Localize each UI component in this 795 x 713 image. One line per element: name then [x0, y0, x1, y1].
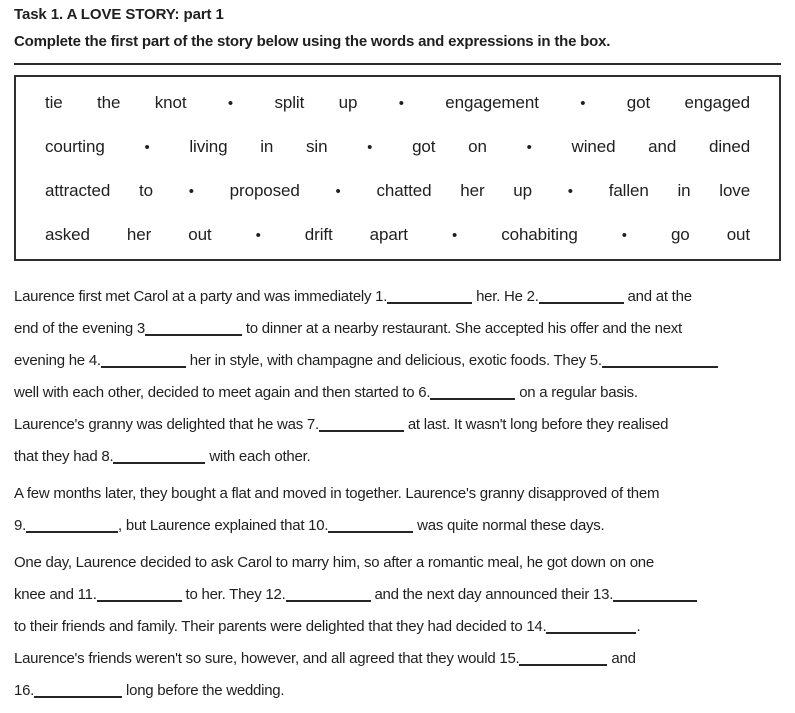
story-line — [14, 313, 781, 345]
bullet-separator-icon: • — [255, 227, 261, 244]
answer-blank — [546, 631, 636, 634]
answer-blank — [613, 599, 697, 602]
story-text-segment: was quite normal these days. — [413, 517, 605, 534]
word-box-item: engagement — [445, 93, 539, 112]
bullet-separator-icon: • — [398, 95, 404, 112]
story-line — [14, 281, 781, 313]
answer-blank — [34, 695, 122, 698]
story-text — [14, 281, 781, 707]
word-box-item: cohabiting — [501, 225, 578, 244]
bullet-separator-icon: • — [567, 183, 573, 200]
word-box-line — [45, 125, 750, 169]
bullet-separator-icon: • — [621, 227, 627, 244]
answer-blank — [519, 663, 607, 666]
bullet-separator-icon: • — [526, 139, 532, 156]
story-line — [14, 547, 781, 579]
story-line — [14, 441, 781, 473]
story-text-segment: Laurence's granny was delighted that he was 7. — [14, 416, 319, 433]
story-text-segment: on a regular basis. — [515, 384, 638, 401]
word-box-item: attracted to — [45, 181, 153, 200]
answer-blank — [113, 461, 205, 464]
word-box-item: wined and dined — [571, 137, 751, 156]
story-text-segment: knee and 11. — [14, 586, 97, 603]
story-text-segment: at last. It wasn't long before they realised — [403, 416, 669, 433]
bullet-separator-icon: • — [367, 139, 373, 156]
story-text-segment: 9. — [14, 517, 27, 534]
story-line — [14, 579, 781, 611]
task-title: Task 1. A LOVE STORY: part 1 — [14, 6, 224, 23]
answer-blank — [539, 301, 624, 304]
story-text-segment: One day, Laurence decided to ask Carol to marry him, so after a romantic meal, he got down on one — [14, 554, 654, 571]
bullet-separator-icon: • — [451, 227, 458, 244]
answer-blank — [286, 599, 371, 602]
story-text-segment: long before the wedding. — [122, 682, 285, 699]
story-text-segment: evening he 4. — [14, 352, 101, 369]
word-box-line — [45, 81, 750, 125]
bullet-separator-icon: • — [335, 183, 341, 200]
word-box-item: proposed — [229, 181, 300, 200]
bullet-separator-icon: • — [144, 139, 150, 156]
word-box-item: go out — [670, 225, 751, 244]
story-text-segment: her in style, with champagne and delicious, exotic foods. They 5. — [185, 352, 602, 369]
story-line — [14, 611, 781, 643]
story-paragraph — [14, 281, 781, 473]
story-text-segment: well with each other, decided to meet again and then started to 6. — [14, 384, 431, 401]
story-line — [14, 409, 781, 441]
story-paragraph — [14, 547, 781, 707]
word-box-item: split up — [274, 93, 358, 112]
story-text-segment: to their friends and family. Their parents were delighted that they had decided to 14. — [14, 618, 547, 635]
story-text-segment: A few months later, they bought a flat and moved in together. Laurence's granny disapproved of them — [14, 485, 660, 502]
answer-blank — [387, 301, 472, 304]
story-text-segment: to dinner at a nearby restaurant. She accepted his offer and the next — [241, 320, 682, 337]
word-box-item: fallen in love — [608, 181, 751, 200]
story-line — [14, 675, 781, 707]
story-text-segment: her. He 2. — [472, 288, 539, 305]
word-box-item: courting — [45, 137, 105, 156]
story-text-segment: to her. They 12. — [181, 586, 286, 603]
story-text-segment: Laurence first met Carol at a party and was immediately 1. — [14, 288, 388, 305]
story-line — [14, 643, 781, 675]
word-box-item: living in sin — [189, 137, 328, 156]
story-text-segment: and at the — [623, 288, 692, 305]
story-paragraph — [14, 478, 781, 542]
story-line — [14, 345, 781, 377]
story-text-segment: , but Laurence explained that 10. — [118, 517, 329, 534]
word-box — [14, 75, 781, 261]
story-line — [14, 510, 781, 542]
story-text-segment: with each other. — [205, 448, 311, 465]
answer-blank — [145, 333, 242, 336]
story-text-segment: 16. — [14, 682, 35, 699]
answer-blank — [430, 397, 515, 400]
word-box-item: asked her out — [45, 225, 212, 244]
word-box-item: tie the knot — [45, 93, 187, 112]
answer-blank — [602, 365, 718, 368]
answer-blank — [26, 530, 118, 533]
answer-blank — [101, 365, 186, 368]
answer-blank — [328, 530, 413, 533]
divider-line — [14, 63, 781, 65]
story-text-segment: . — [636, 618, 641, 635]
answer-blank — [319, 429, 404, 432]
answer-blank — [97, 599, 182, 602]
story-line — [14, 377, 781, 409]
story-text-segment: end of the evening 3 — [14, 320, 145, 337]
word-box-line — [45, 213, 750, 257]
word-box-item: drift apart — [304, 225, 408, 244]
bullet-separator-icon: • — [227, 95, 234, 112]
story-text-segment: that they had 8. — [14, 448, 114, 465]
story-text-segment: Laurence's friends weren't so sure, however, and all agreed that they would 15. — [14, 650, 520, 667]
task-instructions: Complete the first part of the story below using the words and expressions in the box. — [14, 33, 611, 50]
story-text-segment: and — [607, 650, 636, 667]
bullet-separator-icon: • — [580, 95, 586, 112]
word-box-item: chatted her up — [376, 181, 533, 200]
story-line — [14, 478, 781, 510]
word-box-item: got on — [412, 137, 487, 156]
word-box-line — [45, 169, 750, 213]
bullet-separator-icon: • — [188, 183, 194, 200]
word-box-item: got engaged — [626, 93, 751, 112]
story-text-segment: and the next day announced their 13. — [370, 586, 614, 603]
